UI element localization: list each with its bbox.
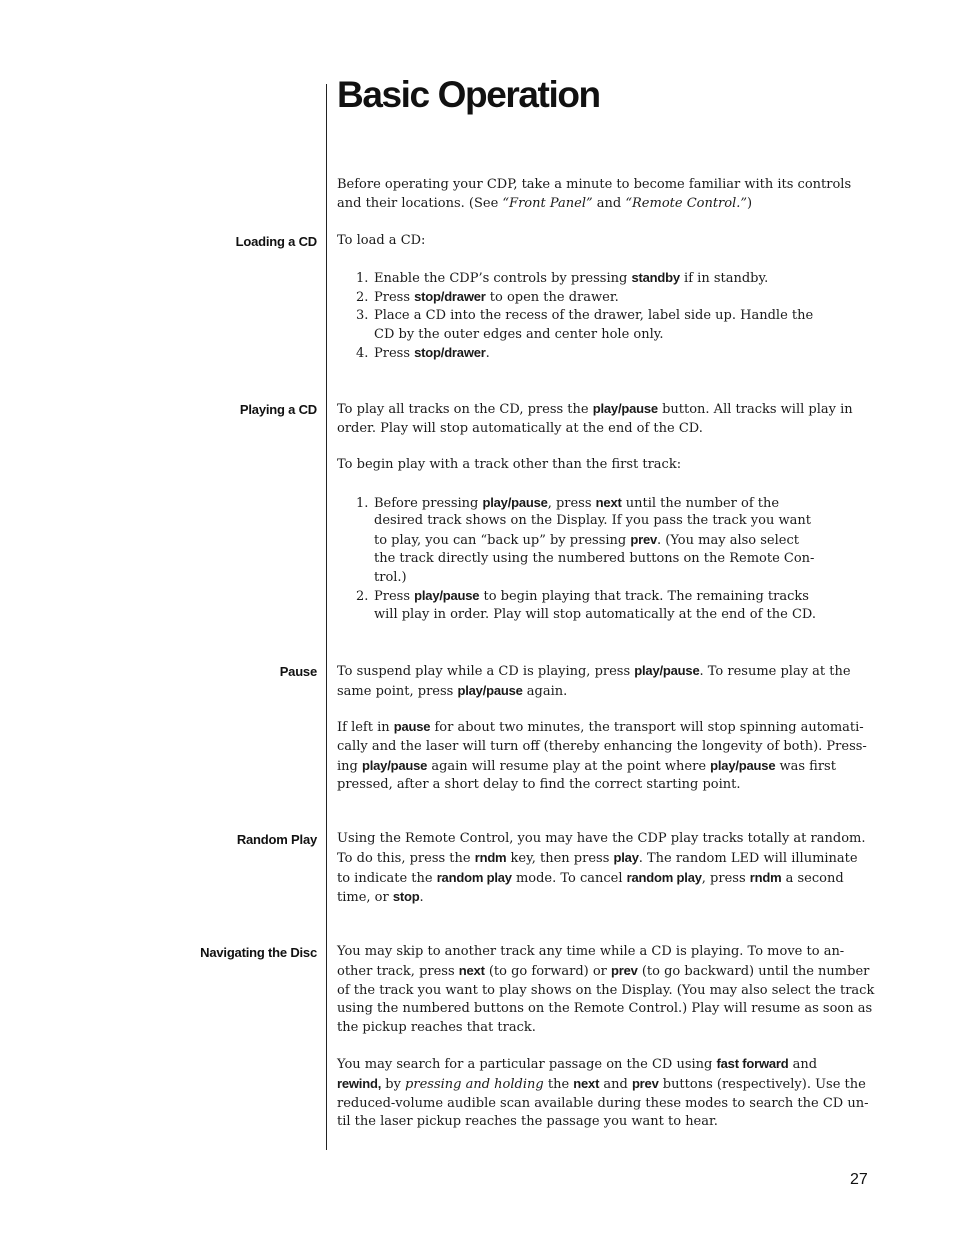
pause-paragraph: To suspend play while a CD is playing, press play/pause. To resume play at the same point, press play/pause again. bbox=[337, 663, 851, 699]
key-play-pause: play/pause bbox=[457, 682, 523, 698]
key-rndm: rndm bbox=[474, 849, 507, 865]
key-play-pause: play/pause bbox=[710, 757, 776, 773]
key-stop-drawer: stop/drawer bbox=[414, 345, 486, 360]
key-play-pause: play/pause bbox=[634, 663, 700, 678]
page-number: 27 bbox=[850, 1171, 868, 1188]
list-item: 3. Place a CD into the recess of the drawer, label side up. Handle the bbox=[356, 308, 814, 323]
key-play-pause: play/pause bbox=[414, 588, 480, 603]
key-play-pause: play/pause bbox=[361, 757, 428, 773]
list-item: 2. Press stop/drawer to open the drawer. bbox=[356, 289, 619, 305]
search-paragraph: You may search for a particular passage on the CD using fast forward and rewind, by pressing and holding the next and prev buttons (respectively). Use the reduced-volume audible scan available during these modes to search the CD un- til the laser pickup reaches the passage you want to hear. bbox=[337, 1056, 869, 1130]
key-prev: prev bbox=[631, 1075, 659, 1091]
key-random-play: random play bbox=[626, 869, 702, 885]
key-stop: stop bbox=[392, 889, 420, 905]
key-stop-drawer: stop/drawer bbox=[414, 289, 486, 304]
key-rndm: rndm bbox=[749, 869, 782, 885]
key-fast-forward: fast forward bbox=[716, 1056, 789, 1071]
heading-random-play: Random Play bbox=[236, 832, 317, 847]
key-random-play: random play bbox=[436, 869, 512, 885]
key-next: next bbox=[573, 1075, 600, 1091]
loading-lead: To load a CD: bbox=[337, 233, 426, 248]
pause-detail-paragraph: If left in pause for about two minutes, the transport will stop spinning automati- cally and the laser will turn off (thereby enhancing the longevity of both). Press- ing play/pause again will resume play at the point where play/pause was first pressed, after a short delay to find the correct starting point. bbox=[337, 719, 867, 793]
heading-navigating-the-disc: Navigating the Disc bbox=[200, 945, 317, 960]
key-next: next bbox=[458, 962, 485, 978]
playing-paragraph: To play all tracks on the CD, press the play/pause button. All tracks will play in order. Play will stop automatically at the end of the CD. bbox=[337, 401, 853, 436]
key-rewind: rewind, bbox=[337, 1075, 382, 1091]
playing-lead: To begin play with a track other than the first track: bbox=[337, 457, 682, 472]
list-item: 4. Press stop/drawer. bbox=[356, 345, 490, 361]
heading-loading-a-cd: Loading a CD bbox=[235, 234, 317, 249]
key-play-pause: play/pause bbox=[482, 495, 548, 510]
remote-control-reference: “Remote Control.” bbox=[625, 195, 748, 211]
front-panel-reference: “Front Panel” bbox=[502, 195, 593, 211]
heading-playing-a-cd: Playing a CD bbox=[239, 402, 317, 417]
list-item: 2. Press play/pause to begin playing that track. The remaining tracks bbox=[356, 588, 809, 604]
random-paragraph: Using the Remote Control, you may have the CDP play tracks totally at random. To do this, press the rndm key, then press play. The random LED will illuminate to indicate the random play mode. To cancel random play, press rndm a second time, or stop. bbox=[337, 831, 866, 906]
list-item: 1. Before pressing play/pause, press next until the number of the bbox=[356, 495, 780, 511]
margin-rule bbox=[326, 84, 327, 1150]
key-next: next bbox=[595, 495, 622, 510]
intro-paragraph: Before operating your CDP, take a minute to become familiar with its controls and their locations. (See “Front Panel” and “Remote Control.”) bbox=[337, 177, 852, 211]
key-prev: prev bbox=[611, 962, 638, 978]
key-prev: prev bbox=[630, 532, 658, 547]
list-item: 1. Enable the CDP’s controls by pressing standby if in standby. bbox=[356, 270, 769, 286]
key-play: play bbox=[613, 849, 639, 865]
heading-pause: Pause bbox=[279, 664, 317, 679]
key-pause: pause bbox=[393, 719, 431, 734]
page-title: Basic Operation bbox=[337, 74, 600, 115]
key-play-pause: play/pause bbox=[592, 401, 658, 416]
navigating-paragraph: You may skip to another track any time while a CD is playing. To move to an- other track, press next (to go forward) or prev (to go backward) until the number of the track you want to play shows on the Display. (You may also select the track using the numbered buttons on the Remote Control.) Play will resume as soon as the pickup reaches that track. bbox=[337, 944, 875, 1036]
key-standby: standby bbox=[631, 270, 680, 285]
